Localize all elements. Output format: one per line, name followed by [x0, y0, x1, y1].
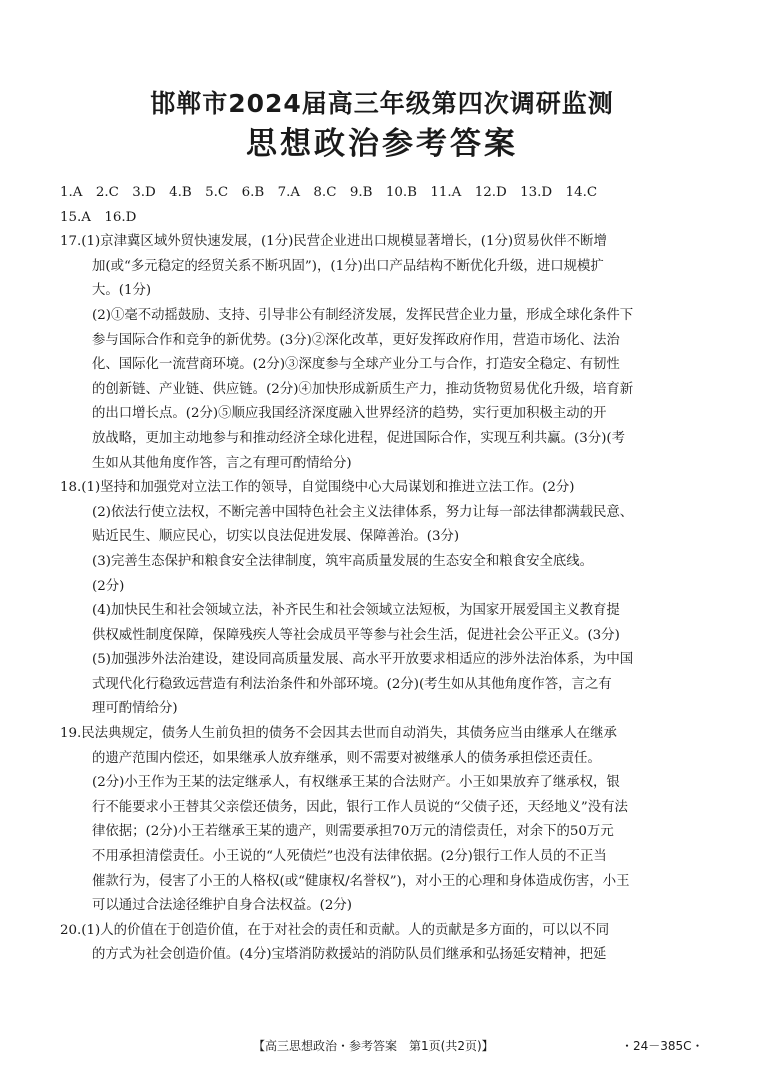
page-subtitle: 思想政治参考答案 — [246, 126, 518, 162]
answer-line: 加(或“多元稳定的经贸关系不断巩固”)，(1分)出口产品结构不断优化升级，进口规模扩 — [92, 258, 604, 274]
answer-line: 贴近民生、顺应民心，切实以良法促进发展、保障善治。(3分) — [92, 529, 460, 545]
footer-code: ・24－385C・ — [621, 1039, 704, 1053]
answer-line: 供权威性制度保障，保障残疾人等社会成员平等参与社会生活，促进社会公平正义。(3分) — [92, 627, 620, 643]
answer-line: 律依据；(2分)小王若继承王某的遗产，则需要承担70万元的清偿责任，对余下的50万元 — [92, 824, 614, 840]
answer-line: 催款行为，侵害了小王的人格权(或“健康权/名誉权”)，对小王的心理和身体造成伤害，小王 — [92, 873, 630, 889]
answer-line: 理可酌情给分) — [92, 701, 178, 717]
answer-line: (5)加强涉外法治建设，建设同高质量发展、高水平开放要求相适应的涉外法治体系，为中国 — [92, 652, 634, 668]
answer-body — [60, 181, 702, 968]
answer-line: 式现代化行稳致远营造有利法治条件和外部环境。(2分)(考生如从其他角度作答，言之有 — [92, 676, 612, 692]
answer-line: (4)加快民生和社会领域立法，补齐民生和社会领域立法短板，为国家开展爱国主义教育提 — [92, 603, 620, 619]
answer-line: (2)①毫不动摇鼓励、支持、引导非公有制经济发展，发挥民营企业力量，形成全球化条件下 — [92, 307, 634, 323]
answer-line: (2)依法行使立法权，不断完善中国特色社会主义法律体系，努力让每一部法律都满载民意、 — [92, 504, 634, 520]
answer-line: 的出口增长点。(2分)⑤顺应我国经济深度融入世界经济的趋势，实行更加积极主动的开 — [92, 406, 607, 422]
answer-line: 可以通过合法途径维护自身合法权益。(2分) — [92, 898, 352, 914]
answer-line: 1.A 2.C 3.D 4.B 5.C 6.B 7.A 8.C 9.B 10.B 11.A 12.D 13.D 14.C — [60, 185, 598, 200]
answer-line: (2分)小王作为王某的法定继承人，有权继承王某的合法财产。小王如果放弃了继承权，银 — [92, 775, 620, 791]
answer-line: 的创新链、产业链、供应链。(2分)④加快形成新质生产力，推动货物贸易优化升级，培育新 — [92, 381, 634, 397]
answer-line: 18.(1)坚持和加强党对立法工作的领导，自觉围绕中心大局谋划和推进立法工作。(2分) — [60, 480, 575, 496]
answer-line: (3)完善生态保护和粮食安全法律制度，筑牢高质量发展的生态安全和粮食安全底线。 — [92, 553, 594, 569]
answer-line: (2分) — [92, 578, 125, 594]
answer-line: 大。(1分) — [92, 283, 152, 299]
answer-line: 行不能要求小王替其父亲偿还债务，因此，银行工作人员说的“父债子还，天经地义”没有法 — [92, 799, 628, 815]
answer-line: 生如从其他角度作答，言之有理可酌情给分) — [92, 455, 352, 471]
answer-line: 放战略，更加主动地参与和推动经济全球化进程，促进国际合作，实现互利共赢。(3分)(考 — [92, 430, 626, 446]
footer-page-info: 【高三思想政治・参考答案 第1页(共2页)】 — [253, 1039, 494, 1053]
page-title: 邯郸市2024届高三年级第四次调研监测 — [150, 89, 614, 118]
answer-line: 的遗产范围内偿还，如果继承人放弃继承，则不需要对被继承人的债务承担偿还责任。 — [92, 750, 601, 766]
answer-line: 参与国际合作和竞争的新优势。(3分)②深化改革，更好发挥政府作用，营造市场化、法治 — [92, 332, 620, 348]
answer-line: 15.A 16.D — [60, 209, 137, 225]
answer-line: 19.民法典规定，债务人生前负担的债务不会因其去世而自动消失，其债务应当由继承人在继承 — [60, 726, 617, 742]
answer-line: 17.(1)京津冀区域外贸快速发展，(1分)民营企业进出口规模显著增长，(1分)贸易伙伴不断增 — [60, 234, 607, 250]
answer-line: 的方式为社会创造价值。(4分)宝塔消防救援站的消防队员们继承和弘扬延安精神，把延 — [92, 947, 607, 963]
answer-line: 不用承担清偿责任。小王说的“人死债烂”也没有法律依据。(2分)银行工作人员的不正当 — [92, 849, 607, 865]
answer-line: 20.(1)人的价值在于创造价值，在于对社会的责任和贡献。人的贡献是多方面的，可以以不同 — [60, 922, 610, 938]
answer-line: 化、国际化一流营商环境。(2分)③深度参与全球产业分工与合作，打造安全稳定、有韧性 — [92, 357, 620, 373]
